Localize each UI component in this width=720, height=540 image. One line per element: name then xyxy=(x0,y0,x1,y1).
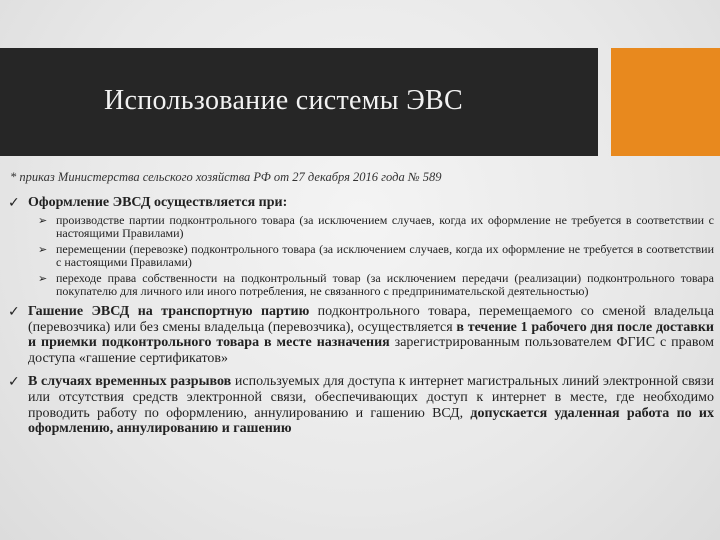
bullet-bold-text: Оформление ЭВСД осуществляется при: xyxy=(28,195,288,210)
bullet-text: используемых для доступа к интернет магистральных линий электронной связи или отсутствия средств электронной связи, обеспечивающих доступ к интернет в месте, где необходимо проводить работу по оформлению, аннулированию и гашению ВСД, xyxy=(28,374,714,421)
bullet-point-text xyxy=(28,304,714,366)
bullet-point-2 xyxy=(8,304,714,366)
arrow-bullet-icon: ➢ xyxy=(38,243,48,256)
bullet-bold-text: В случаях временных разрывов xyxy=(28,374,232,390)
bullet-text: подконтрольного товара, перемещаемого со сменой владельца (перевозчика) или без смены владельца (перевозчика), осуществляется xyxy=(28,304,714,335)
order-note: * приказ Министерства сельского хозяйства РФ от 27 декабря 2016 года № 589 xyxy=(10,170,442,184)
bullet-bold-text: допускается удаленная работа по их оформлению, аннулированию и гашению xyxy=(28,405,714,437)
sub-item-text: перемещении (перевозке) подконтрольного товара (за исключением случаев, когда их оформление не требуется в соответствии с настоящими Правилами) xyxy=(56,242,714,269)
check-icon: ✓ xyxy=(8,374,20,391)
slide-title: Использование системы ЭВС xyxy=(104,85,463,116)
sub-item-text: производстве партии подконтрольного товара (за исключением случаев, когда их оформление не требуется в соответствии с настоящими Правилами) xyxy=(56,213,714,240)
bullet-point-text xyxy=(28,195,714,211)
slide-content xyxy=(8,170,714,437)
check-icon: ✓ xyxy=(8,304,20,320)
arrow-bullet-icon: ➢ xyxy=(38,272,48,285)
sub-item xyxy=(38,272,714,298)
bullet-bold-text: Гашение ЭВСД на транспортную партию xyxy=(28,304,310,319)
bullet-point-1 xyxy=(8,195,714,211)
bullet-bold-text: в течение 1 рабочего дня после доставки и приемки подконтрольного товара в месте назначения xyxy=(28,319,714,351)
accent-block xyxy=(611,48,720,156)
bullet-point-text xyxy=(28,374,714,436)
arrow-bullet-icon: ➢ xyxy=(38,214,48,227)
check-icon: ✓ xyxy=(8,195,20,211)
sub-item xyxy=(38,214,714,240)
bullet-point-3 xyxy=(8,374,714,436)
bullet-text: зарегистрированным пользователем ФГИС с правом доступа «гашение сертификатов» xyxy=(28,335,714,366)
sub-item-text: переходе права собственности на подконтрольный товар (за исключением передачи (реализации) подконтрольного товара покупателю для личного или иного потребления, не связанного с предпринимательской деятельностью) xyxy=(56,271,714,298)
sub-item xyxy=(38,243,714,269)
